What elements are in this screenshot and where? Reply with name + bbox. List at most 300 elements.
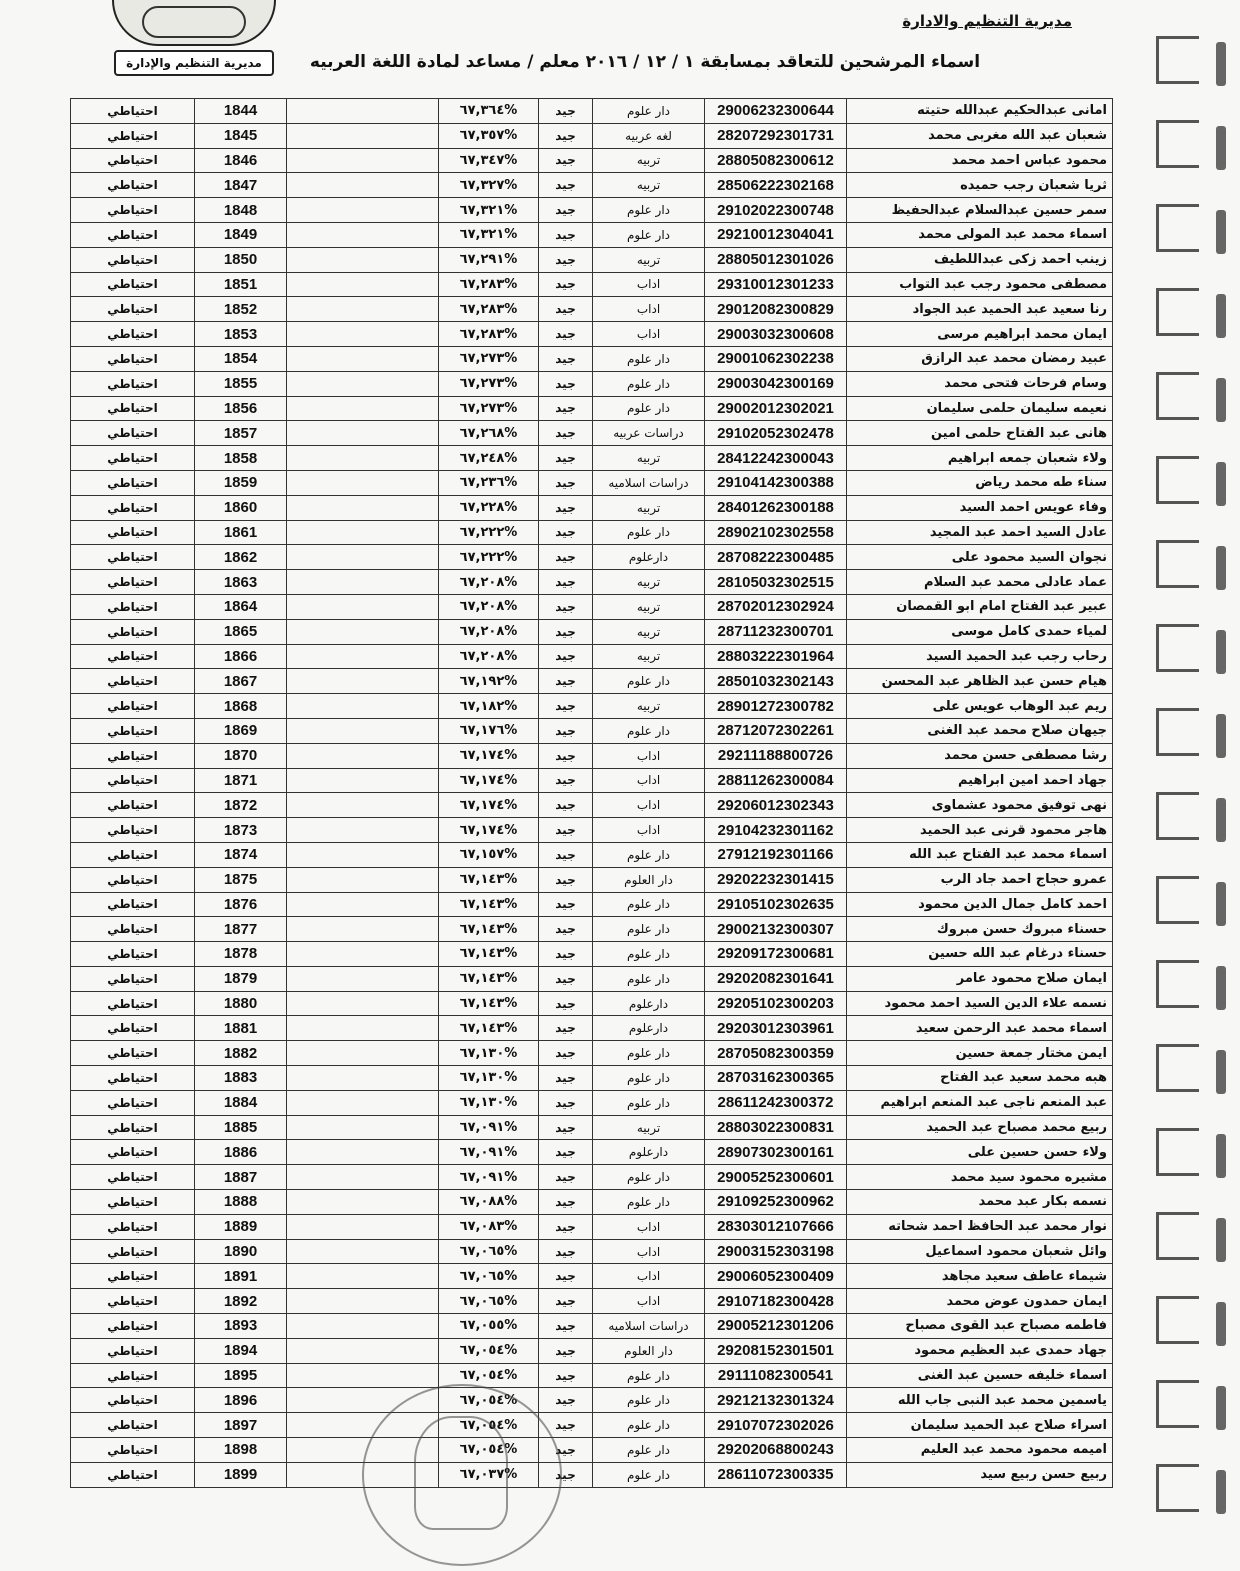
grade: جيد: [539, 520, 593, 545]
blank-cell: [287, 892, 439, 917]
table-row: [71, 942, 1113, 967]
candidate-name: ريم عبد الوهاب عويس على: [847, 694, 1113, 719]
status: احتياطي: [71, 991, 195, 1016]
rank-number: 1881: [195, 1016, 287, 1041]
faculty: دار علوم: [593, 1165, 705, 1190]
grade: جيد: [539, 1140, 593, 1165]
rank-number: 1879: [195, 966, 287, 991]
rank-number: 1874: [195, 842, 287, 867]
grade: جيد: [539, 1190, 593, 1215]
national-id: 28708222300485: [705, 545, 847, 570]
rank-number: 1897: [195, 1413, 287, 1438]
blank-cell: [287, 917, 439, 942]
national-id: 29102052302478: [705, 421, 847, 446]
stamp-eagle-emblem: [414, 1416, 508, 1530]
faculty: دار علوم: [593, 718, 705, 743]
national-id: 29212132301324: [705, 1388, 847, 1413]
national-id: 28105032302515: [705, 570, 847, 595]
candidate-name: وسام فرحات فتحى محمد: [847, 371, 1113, 396]
binding-post: [1216, 798, 1226, 842]
national-id: 29003032300608: [705, 322, 847, 347]
binding-post: [1216, 1218, 1226, 1262]
percentage: %٦٧,٠٥٤: [439, 1363, 539, 1388]
logo-emblem: [142, 6, 246, 38]
candidate-name: احمد كامل جمال الدين محمود: [847, 892, 1113, 917]
national-id: 29001062302238: [705, 346, 847, 371]
faculty: اداب: [593, 272, 705, 297]
blank-cell: [287, 1016, 439, 1041]
grade: جيد: [539, 346, 593, 371]
rank-number: 1893: [195, 1314, 287, 1339]
faculty: دار علوم: [593, 198, 705, 223]
grade: جيد: [539, 1413, 593, 1438]
status: احتياطي: [71, 1140, 195, 1165]
percentage: %٦٧,٠٣٧: [439, 1462, 539, 1487]
rank-number: 1859: [195, 470, 287, 495]
faculty: اداب: [593, 768, 705, 793]
national-id: 28805082300612: [705, 148, 847, 173]
table-row: [71, 198, 1113, 223]
status: احتياطي: [71, 1115, 195, 1140]
national-id: 29006232300644: [705, 99, 847, 124]
blank-cell: [287, 1165, 439, 1190]
candidate-name: نهى توفيق محمود عشماوى: [847, 793, 1113, 818]
percentage: %٦٧,١٧٤: [439, 818, 539, 843]
candidate-name: رنا سعيد عبد الحميد عبد الجواد: [847, 297, 1113, 322]
faculty: دراسات اسلاميه: [593, 1314, 705, 1339]
blank-cell: [287, 1041, 439, 1066]
candidate-name: ايمان حمدون عوض محمد: [847, 1289, 1113, 1314]
blank-cell: [287, 470, 439, 495]
candidate-name: زينب احمد زكى عبداللطيف: [847, 247, 1113, 272]
rank-number: 1884: [195, 1090, 287, 1115]
faculty: دار علوم: [593, 371, 705, 396]
candidate-name: رحاب رجب عبد الحميد السيد: [847, 644, 1113, 669]
grade: جيد: [539, 396, 593, 421]
blank-cell: [287, 942, 439, 967]
rank-number: 1883: [195, 1066, 287, 1091]
national-id: 29003042300169: [705, 371, 847, 396]
rank-number: 1853: [195, 322, 287, 347]
national-id: 28811262300084: [705, 768, 847, 793]
table-row: [71, 669, 1113, 694]
percentage: %٦٧,٢٦٨: [439, 421, 539, 446]
table-row: [71, 371, 1113, 396]
candidate-name: وائل شعبان محمود اسماعيل: [847, 1239, 1113, 1264]
status: احتياطي: [71, 297, 195, 322]
percentage: %٦٧,٢٠٨: [439, 619, 539, 644]
percentage: %٦٧,٢٨٣: [439, 272, 539, 297]
rank-number: 1860: [195, 495, 287, 520]
faculty: دار علوم: [593, 99, 705, 124]
candidate-name: اسماء محمد عبد الفتاح عبد الله: [847, 842, 1113, 867]
status: احتياطي: [71, 1363, 195, 1388]
national-id: 28207292301731: [705, 123, 847, 148]
spiral-binding: [1150, 0, 1240, 1571]
table-row: [71, 1388, 1113, 1413]
national-id: 29203012303961: [705, 1016, 847, 1041]
percentage: %٦٧,٠٩١: [439, 1140, 539, 1165]
national-id: 28702012302924: [705, 594, 847, 619]
candidate-name: عماد عادلى محمد عبد السلام: [847, 570, 1113, 595]
national-id: 28712072302261: [705, 718, 847, 743]
candidate-name: عبير عبد الفتاح امام ابو القمصان: [847, 594, 1113, 619]
percentage: %٦٧,٣٦٤: [439, 99, 539, 124]
blank-cell: [287, 272, 439, 297]
candidate-name: اسماء خليفه حسين عبد الغنى: [847, 1363, 1113, 1388]
table-row: [71, 173, 1113, 198]
status: احتياطي: [71, 1214, 195, 1239]
faculty: دارعلوم: [593, 1140, 705, 1165]
grade: جيد: [539, 743, 593, 768]
table-row: [71, 222, 1113, 247]
status: احتياطي: [71, 222, 195, 247]
table-row: [71, 818, 1113, 843]
grade: جيد: [539, 148, 593, 173]
table-row: [71, 1214, 1113, 1239]
rank-number: 1886: [195, 1140, 287, 1165]
binding-ring: [1156, 456, 1199, 504]
blank-cell: [287, 1363, 439, 1388]
candidate-name: مشيره محمود سيد محمد: [847, 1165, 1113, 1190]
faculty: تربيه: [593, 619, 705, 644]
binding-ring: [1156, 876, 1199, 924]
faculty: اداب: [593, 1239, 705, 1264]
blank-cell: [287, 1140, 439, 1165]
percentage: %٦٧,٢٧٣: [439, 396, 539, 421]
national-id: 28805012301026: [705, 247, 847, 272]
grade: جيد: [539, 570, 593, 595]
rank-number: 1846: [195, 148, 287, 173]
table-row: [71, 1438, 1113, 1463]
grade: جيد: [539, 942, 593, 967]
faculty: دار علوم: [593, 1388, 705, 1413]
table-row: [71, 247, 1113, 272]
grade: جيد: [539, 421, 593, 446]
status: احتياطي: [71, 1090, 195, 1115]
candidate-name: شيماء عاطف سعيد مجاهد: [847, 1264, 1113, 1289]
candidate-name: ربيع محمد مصباح عبد الحميد: [847, 1115, 1113, 1140]
status: احتياطي: [71, 1314, 195, 1339]
status: احتياطي: [71, 346, 195, 371]
faculty: دار علوم: [593, 1462, 705, 1487]
blank-cell: [287, 793, 439, 818]
candidate-name: ولاء شعبان جمعه ابراهيم: [847, 446, 1113, 471]
rank-number: 1896: [195, 1388, 287, 1413]
grade: جيد: [539, 1264, 593, 1289]
binding-ring: [1156, 36, 1199, 84]
percentage: %٦٧,١٣٠: [439, 1066, 539, 1091]
faculty: دارعلوم: [593, 991, 705, 1016]
grade: جيد: [539, 247, 593, 272]
rank-number: 1895: [195, 1363, 287, 1388]
binding-post: [1216, 294, 1226, 338]
table-row: [71, 644, 1113, 669]
faculty: دار علوم: [593, 917, 705, 942]
candidate-name: اميمه محمود محمد عبد العليم: [847, 1438, 1113, 1463]
blank-cell: [287, 1066, 439, 1091]
rank-number: 1854: [195, 346, 287, 371]
candidate-name: جهاد حمدى عبد العظيم محمود: [847, 1338, 1113, 1363]
blank-cell: [287, 669, 439, 694]
status: احتياطي: [71, 1016, 195, 1041]
national-id: 29205102300203: [705, 991, 847, 1016]
blank-cell: [287, 222, 439, 247]
percentage: %٦٧,٠٥٤: [439, 1413, 539, 1438]
table-row: [71, 322, 1113, 347]
table-row: [71, 1115, 1113, 1140]
blank-cell: [287, 1115, 439, 1140]
binding-ring: [1156, 540, 1199, 588]
candidate-name: جهاد احمد امين ابراهيم: [847, 768, 1113, 793]
binding-post: [1216, 126, 1226, 170]
faculty: دار علوم: [593, 1090, 705, 1115]
percentage: %٦٧,١٧٤: [439, 743, 539, 768]
candidate-name: ايمان صلاح محمود عامر: [847, 966, 1113, 991]
national-id: 29104232301162: [705, 818, 847, 843]
candidate-name: اسراء صلاح عبد الحميد سليمان: [847, 1413, 1113, 1438]
grade: جيد: [539, 322, 593, 347]
status: احتياطي: [71, 942, 195, 967]
percentage: %٦٧,٢٨٣: [439, 322, 539, 347]
candidate-name: نجوان السيد محمود على: [847, 545, 1113, 570]
page-title: اسماء المرشحين للتعاقد بمسابقة ١ / ١٢ / ٢٠١٦ معلم / مساعد لمادة اللغة العربيه: [309, 52, 981, 72]
grade: جيد: [539, 297, 593, 322]
candidate-name: نوار محمد عبد الحافظ احمد شحاته: [847, 1214, 1113, 1239]
status: احتياطي: [71, 966, 195, 991]
grade: جيد: [539, 892, 593, 917]
status: احتياطي: [71, 470, 195, 495]
status: احتياطي: [71, 495, 195, 520]
table-row: [71, 768, 1113, 793]
faculty: اداب: [593, 297, 705, 322]
rank-number: 1867: [195, 669, 287, 694]
status: احتياطي: [71, 669, 195, 694]
blank-cell: [287, 1239, 439, 1264]
percentage: %٦٧,٠٨٨: [439, 1190, 539, 1215]
candidate-name: جيهان صلاح محمد عبد الغنى: [847, 718, 1113, 743]
table-row: [71, 1090, 1113, 1115]
percentage: %٦٧,٢٠٨: [439, 594, 539, 619]
status: احتياطي: [71, 1041, 195, 1066]
binding-ring: [1156, 1044, 1199, 1092]
binding-ring: [1156, 1296, 1199, 1344]
national-id: 29310012301233: [705, 272, 847, 297]
binding-post: [1216, 462, 1226, 506]
percentage: %٦٧,٠٩١: [439, 1165, 539, 1190]
grade: جيد: [539, 1338, 593, 1363]
status: احتياطي: [71, 1338, 195, 1363]
table-body: [71, 99, 1113, 1488]
grade: جيد: [539, 917, 593, 942]
status: احتياطي: [71, 1066, 195, 1091]
candidate-name: لمياء حمدى كامل موسى: [847, 619, 1113, 644]
candidate-name: اسماء محمد عبد الرحمن سعيد: [847, 1016, 1113, 1041]
faculty: دار علوم: [593, 842, 705, 867]
table-row: [71, 966, 1113, 991]
national-id: 29107072302026: [705, 1413, 847, 1438]
faculty: دار علوم: [593, 520, 705, 545]
national-id: 29006052300409: [705, 1264, 847, 1289]
blank-cell: [287, 247, 439, 272]
grade: جيد: [539, 1090, 593, 1115]
grade: جيد: [539, 842, 593, 867]
candidate-name: ياسمين محمد عبد النبى جاب الله: [847, 1388, 1113, 1413]
grade: جيد: [539, 1239, 593, 1264]
percentage: %٦٧,١٤٣: [439, 942, 539, 967]
table-row: [71, 694, 1113, 719]
blank-cell: [287, 396, 439, 421]
rank-number: 1898: [195, 1438, 287, 1463]
blank-cell: [287, 322, 439, 347]
grade: جيد: [539, 1214, 593, 1239]
percentage: %٦٧,٠٥٤: [439, 1438, 539, 1463]
percentage: %٦٧,٢٣٦: [439, 470, 539, 495]
binding-post: [1216, 714, 1226, 758]
binding-ring: [1156, 1380, 1199, 1428]
rank-number: 1875: [195, 867, 287, 892]
blank-cell: [287, 818, 439, 843]
national-id: 29109252300962: [705, 1190, 847, 1215]
faculty: دار علوم: [593, 1041, 705, 1066]
grade: جيد: [539, 1041, 593, 1066]
percentage: %٦٧,١٥٧: [439, 842, 539, 867]
table-row: [71, 718, 1113, 743]
table-row: [71, 99, 1113, 124]
status: احتياطي: [71, 768, 195, 793]
status: احتياطي: [71, 917, 195, 942]
logo-department-label: مديرية التنظيم والإدارة: [114, 50, 274, 76]
national-id: 27912192301166: [705, 842, 847, 867]
rank-number: 1855: [195, 371, 287, 396]
binding-post: [1216, 1050, 1226, 1094]
status: احتياطي: [71, 272, 195, 297]
national-id: 29208152301501: [705, 1338, 847, 1363]
rank-number: 1863: [195, 570, 287, 595]
candidate-name: هاجر محمود قرنى عبد الحميد: [847, 818, 1113, 843]
blank-cell: [287, 520, 439, 545]
blank-cell: [287, 619, 439, 644]
faculty: تربيه: [593, 247, 705, 272]
binding-post: [1216, 1386, 1226, 1430]
faculty: دار علوم: [593, 1066, 705, 1091]
national-id: 29107182300428: [705, 1289, 847, 1314]
national-id: 29005252300601: [705, 1165, 847, 1190]
candidate-name: عادل السيد احمد عبد المجيد: [847, 520, 1113, 545]
national-id: 29005212301206: [705, 1314, 847, 1339]
table-row: [71, 297, 1113, 322]
grade: جيد: [539, 1314, 593, 1339]
candidate-name: سناء طه محمد رياض: [847, 470, 1113, 495]
status: احتياطي: [71, 867, 195, 892]
status: احتياطي: [71, 1413, 195, 1438]
faculty: دار علوم: [593, 892, 705, 917]
blank-cell: [287, 644, 439, 669]
faculty: تربيه: [593, 644, 705, 669]
rank-number: 1866: [195, 644, 287, 669]
national-id: 28303012107666: [705, 1214, 847, 1239]
national-id: 29104142300388: [705, 470, 847, 495]
national-id: 29202068800243: [705, 1438, 847, 1463]
national-id: 29003152303198: [705, 1239, 847, 1264]
percentage: %٦٧,٢٢٨: [439, 495, 539, 520]
faculty: دارعلوم: [593, 545, 705, 570]
blank-cell: [287, 99, 439, 124]
faculty: اداب: [593, 818, 705, 843]
binding-post: [1216, 546, 1226, 590]
candidate-name: ايمن مختار جمعة حسين: [847, 1041, 1113, 1066]
blank-cell: [287, 594, 439, 619]
status: احتياطي: [71, 818, 195, 843]
status: احتياطي: [71, 446, 195, 471]
table-row: [71, 1413, 1113, 1438]
national-id: 29111082300541: [705, 1363, 847, 1388]
table-row: [71, 892, 1113, 917]
national-id: 28803222301964: [705, 644, 847, 669]
table-row: [71, 1190, 1113, 1215]
binding-post: [1216, 882, 1226, 926]
blank-cell: [287, 346, 439, 371]
table-row: [71, 1041, 1113, 1066]
percentage: %٦٧,٠٨٣: [439, 1214, 539, 1239]
percentage: %٦٧,٣٢١: [439, 222, 539, 247]
table-row: [71, 1264, 1113, 1289]
binding-post: [1216, 1134, 1226, 1178]
candidate-name: عمرو حجاج احمد جاد الرب: [847, 867, 1113, 892]
candidate-name: عبد المنعم ناجى عبد المنعم ابراهيم: [847, 1090, 1113, 1115]
rank-number: 1878: [195, 942, 287, 967]
blank-cell: [287, 842, 439, 867]
blank-cell: [287, 966, 439, 991]
faculty: دار علوم: [593, 222, 705, 247]
rank-number: 1885: [195, 1115, 287, 1140]
faculty: اداب: [593, 743, 705, 768]
grade: جيد: [539, 644, 593, 669]
faculty: دار علوم: [593, 1363, 705, 1388]
rank-number: 1890: [195, 1239, 287, 1264]
status: احتياطي: [71, 322, 195, 347]
binding-ring: [1156, 1128, 1199, 1176]
faculty: تربيه: [593, 173, 705, 198]
national-id: 29211188800726: [705, 743, 847, 768]
grade: جيد: [539, 1115, 593, 1140]
national-id: 29209172300681: [705, 942, 847, 967]
status: احتياطي: [71, 123, 195, 148]
faculty: دار العلوم: [593, 867, 705, 892]
status: احتياطي: [71, 718, 195, 743]
status: احتياطي: [71, 594, 195, 619]
table-row: [71, 619, 1113, 644]
binding-ring: [1156, 708, 1199, 756]
status: احتياطي: [71, 198, 195, 223]
faculty: تربيه: [593, 570, 705, 595]
candidate-name: ربيع حسن ربيع سيد: [847, 1462, 1113, 1487]
national-id: 29206012302343: [705, 793, 847, 818]
rank-number: 1845: [195, 123, 287, 148]
grade: جيد: [539, 793, 593, 818]
faculty: اداب: [593, 1264, 705, 1289]
national-id: 28901272300782: [705, 694, 847, 719]
rank-number: 1850: [195, 247, 287, 272]
binding-ring: [1156, 1464, 1199, 1512]
faculty: دار علوم: [593, 1438, 705, 1463]
rank-number: 1870: [195, 743, 287, 768]
table-row: [71, 793, 1113, 818]
candidate-name: هانى عبد الفتاح حلمى امين: [847, 421, 1113, 446]
grade: جيد: [539, 991, 593, 1016]
faculty: دار علوم: [593, 396, 705, 421]
blank-cell: [287, 991, 439, 1016]
